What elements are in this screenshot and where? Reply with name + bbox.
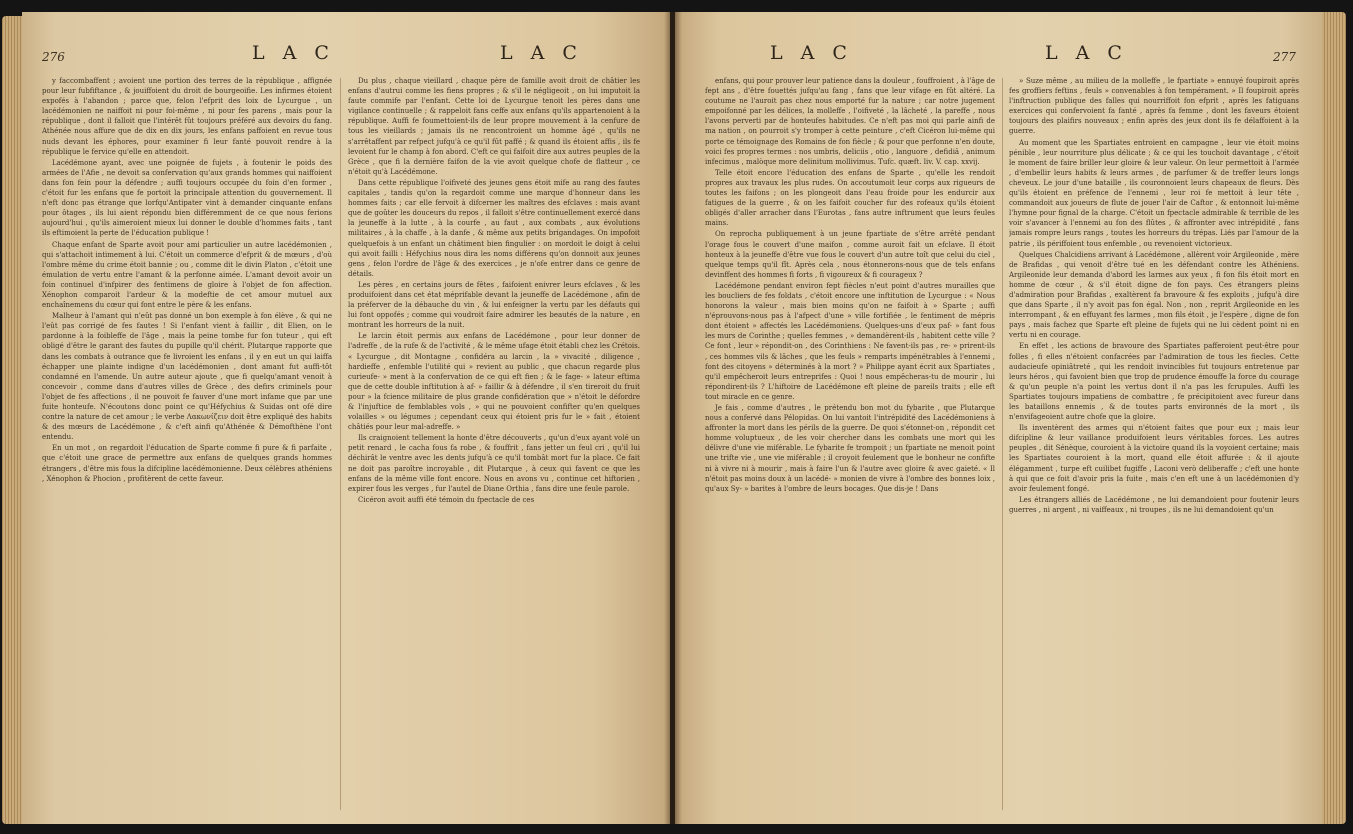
paragraph: En un mot , on regardoit l'éducation de Sparte comme fi pure & fi parfaite , que c'étoit une grace de permettre aux enfans de quelques grands hommes étrangers , d'être mis fous la difcipline lacédémonienne. Deux célèbres athéniens , Xénophon & Phocion , profitèrent de cette faveur.: [42, 444, 332, 483]
paragraph: Malheur à l'amant qui n'eût pas donné un bon exemple à fon élève , & qui ne l'eût pas corrigé de fes fautes ! Si l'enfant vient à faillir , dit Elien, on le pardonne à la foibleffe de l'âge , mais la peine tombe fur fon tuteur , qui eft obligé d'être le garant des fautes du pupille qu'il chérit. Plutarque rapporte que dans les combats à outrance que fe livroient les enfans , il y en eut un qui laiffa échapper une plainte indigne d'un lacédémonien , dont amant fut auffi-tôt condamné en l'amende. Un autre auteur ajoute , que fi quelqu'amant venoit à concevoir , comme dans d'autres villes de Grèce , des defirs criminels pour l'objet de fes affections , il ne pouvoit fe fauver d'une mort infame que par une fuite honteufe. N'écoutons donc point ce qu'Héfychius & Suidas ont ofé dire contre la nature de cet amour ; le verbe Λακωνίζειν doit être expliqué des habits & des mœurs de Lacédémone , & c'eft ainfi qu'Athénée & Démofthène l'ont entendu.: [42, 312, 332, 442]
running-head-left: L A C: [252, 42, 335, 64]
paragraph: Du plus , chaque vieillard , chaque père de famille avoit droit de châtier les enfans d'autrui comme les fiens propres ; & s'il le négligeoit , on lui imputoit la faute commife par l'enfant. Cette loi de Lycurgue tenoit les pères dans une vigilance continuelle ; & rappeloit fans ceffe aux enfans qu'ils appartenoient à la république. Auffi fe foumettoient-ils de leur propre mouvement à la cenfure de tous les vieillards ; jamais ils ne rencontroient un homme âgé , qu'ils ne s'arrêtaffent par refpect jufqu'à ce qu'il fût paffé ; & quand ils étoient affis , ils fe levoient fur le champ à fon abord. C'eft ce qui faifoit dire aux autres peuples de la Grèce , que fi la dernière faifon de la vie avoit quelque chofe de flatteur , ce n'étoit qu'à Lacédémone.: [348, 77, 640, 176]
left-column-2: [348, 76, 640, 814]
paragraph: Les pères , en certains jours de fêtes , faifoient enivrer leurs efclaves , & les produifoient dans cet état méprifable devant la jeuneffe de Lacédémone , afin de la préferver de la débauche du vin , & lui enfeigner la vertu par les défauts qui lui font oppofés ; comme qui voudroit faire admirer les beautés de la nature , en montrant les horreurs de la nuit.: [348, 280, 640, 330]
page-number-right: 277: [1273, 50, 1296, 64]
paragraph: Telle étoit encore l'éducation des enfans de Sparte , qu'elle les rendoit propres aux travaux les plus rudes. On accoutumoit leur corps aux rigueurs de toutes les faifons ; on les plongeoit dans l'eau froide pour les endurcir aux fatigues de la guerre , & on les faifoit coucher fur des rofeaux qu'ils étoient obligés d'aller arracher dans l'Eurotas , fans autre inftrument que leurs feules mains.: [705, 168, 995, 228]
paragraph: Le larcin étoit permis aux enfans de Lacédémone , pour leur donner de l'adreffe , de la rufe & de l'activité , & le même ufage étoit établi chez les Crétois. « Lycurgue , dit Montagne , confidéra au larcin , la » vivacité , diligence , hardieffe , enfemble l'utilité qui » revient au public , que chacun regarde plus curieufe- » ment à la confervation de ce qui eft fien ; & le fage- » lateur eftima que de cette double inftitution à af- » faillir & à défendre , il s'en tireroit du fruit pour » la fcience militaire de plus grande confidération que » n'étoit le défordre & l'injuftice de femblables vols , » qui ne pouvoient confifter qu'en quelques volailles » ou légumes ; cependant ceux qui étoient pris fur le » fait , étoient châtiés pour leur mal-adreffe. »: [348, 332, 640, 432]
column-rule: [340, 78, 341, 810]
paragraph: enfans, qui pour prouver leur patience dans la douleur , fouffroient , à l'âge de fept ans , d'être fouettés jufqu'au fang , fans que leur vifage en fût altéré. La coutume ne l'auroit pas chez nous emporté fur la nature ; car notre jugement empoifonné par les délices, la molleffe , l'oifiveté , la lâcheté , la pareffe , nous l'avons perverti par de honteufes habitudes. Ce n'eft pas moi qui parle ainfi de ma nation , on pourroit s'y tromper à cette peinture , c'eft Cicéron lui-même qui porte ce témoignage des Romains de fon fiècle ; & pour que perfonne n'en doute, voici fes propres termes : nos umbris, deliciis , otio , languore , defidiâ , animum infecimus , malòque more delinitum mollivimus. Tufc. quæft. liv. V. cap. xxvij.: [705, 77, 995, 166]
left-column-1: [42, 76, 332, 814]
paragraph: » Suze même , au milieu de la molleffe , le fpartiate » ennuyé foupiroit après fes groffiers feftins , feuls » convenables à fon tempérament. » Il foupiroit après l'inftruction publique des falles qui nourriffoit fon efprit , après les fatiguans exercices qui confervoient fa fanté , après fa femme , dont les faveurs étoient toujours des plaifirs nouveaux ; enfin après des jeux dont ils fe délaffoient à la guerre.: [1009, 77, 1299, 136]
paragraph: Ils inventèrent des armes qui n'étoient faites que pour eux ; mais leur difcipline & leur vaillance produifoient leurs véritables forces. Les autres peuples , dit Sénèque, couroient à la victoire quand ils la voyoient certaine; mais les Spartiates couroient à la mort, quand elle étoit affurée : & il ajoute élégamment , turpe eft cuilibet fugiffe , Laconi verò deliberaffe ; c'eft une honte à qui que ce foit d'avoir pris la fuite , mais c'en eft une à un lacédémonien d'y avoir feulement fongé.: [1009, 424, 1299, 493]
paragraph: On reprocha publiquement à un jeune fpartiate de s'être arrêté pendant l'orage fous le couvert d'une maifon , comme auroit fait un efclave. Il étoit honteux à la jeuneffe d'être vue fous le couvert d'un autre toît que celui du ciel , quelque temps qu'il fît. Après cela , nous étonnerons-nous que de tels enfans devinffent des hommes fi forts , fi vigoureux & fi courageux ?: [705, 230, 995, 279]
paragraph: Ils craignoient tellement la honte d'être découverts , qu'un d'eux ayant volé un petit renard , le cacha fous fa robe , & fouffrit , fans jetter un feul cri , qu'il lui déchirât le ventre avec les dents jufqu'à ce qu'il tombât mort fur la place. Ce fait ne doit pas paroître incroyable , dit Plutarque , à ceux qui favent ce que les enfans de la même ville font encore. Nous en avons vu , continue cet hiftorien , expirer fous les verges , fur l'autel de Diane Orthia , fans dire une feule parole.: [348, 434, 640, 493]
right-page: [675, 12, 1322, 824]
left-page: [22, 12, 670, 824]
paragraph: y faccombaffent ; avoient une portion des terres de la république , affignée pour leur fubfiftance , & jouiffoient du droit de bourgeoifie. Les infirmes étoient expofés à l'abandon ; parce que, felon l'efprit des loix de Lycurgue , un lacédémonien ne naiffoit ni pour foi-même , ni pour fes parens , mais pour la république , dont il falloit que l'intérêt fût toujours préféré aux devoirs du fang. Athénée nous affure que de dix en dix jours, les enfans paffoient en revue tous nuds devant les éphores, pour examiner fi leur fanté pouvoit rendre à la république le fervice qu'elle en attendoit.: [42, 77, 332, 156]
paragraph: Je fais , comme d'autres , le prétendu bon mot du fybarite , que Plutarque nous a confervé dans Pélopidas. On lui vantoit l'intrépidité des Lacédémoniens à affronter la mort dans les périls de la guerre. De quoi s'étonnet-on , répondit cet homme voluptueux , de les voir chercher dans les combats une mort qui les délivre d'une vie miférable. Le fybarite fe trompoit ; un fpartiate ne menoit point une trifte vie , une vie miférable ; il croyoit feulement que le bonheur ne confifte ni à vivre ni à mourir , mais à faire l'un & l'autre avec gloire & avec gaieté. « Il n'étoit pas moins doux à un lacédé- » monien de vivre à l'ombre des bonnes loix , qu'aux Sy- » barites à l'ombre de leurs bocages. Que dis-je ! Dans: [705, 404, 995, 493]
book-gutter: [664, 12, 682, 824]
left-page-edges: [2, 16, 22, 824]
paragraph: Chaque enfant de Sparte avoit pour ami particulier un autre lacédémonien , qui s'attachoit intimement à lui. C'étoit un commerce d'efprit & de mœurs , d'où l'ombre même du crime étoit bannie ; ou , comme dit le divin Platon , c'étoit une émulation de vertu entre l'amant & la perfonne aimée. L'amant devoit avoir un foin continuel d'infpirer des fentimens de gloire à l'objet de fon affection. Xénophon comparoit l'ardeur & la modeftie de cet amour mutuel aux enchaînemens du cœur qui font entre le père & les enfans.: [42, 240, 332, 310]
paragraph: Cicéron avoit auffi été témoin du fpectacle de ces: [358, 495, 535, 504]
paragraph: Lacédémone pendant environ fept fiècles n'eut point d'autres murailles que les boucliers de fes foldats , c'étoit encore une inftitution de Lycurgue : « Nous honorons la valeur , mais bien moins qu'on ne faifoit à » Sparte ; auffi n'éprouvons-nous pas à l'afpect d'une » ville fortifiée , le fentiment de mépris dont étoient » affectés les Lacédémoniens. Quelques-uns d'eux paf- » fant fous les murs de Corinthe ; quelles femmes , » demandèrent-ils , habitent cette ville ? Ce font , leur » répondit-on , des Corinthiens : Ne favent-ils pas , re- » prirent-ils , ces hommes vils & lâches , que les feuls » remparts impénétrables à l'ennemi , font des citoyens » déterminés à la mort ? » Philippe ayant écrit aux Spartiates , qu'il empêcheroit leurs entreprifes : Quoi ! nous empêcheras-tu de mourir , lui répondirent-ils ? L'hiftoire de Lacédémone eft pleine de pareils traits ; elle eft tout miracle en ce genre.: [705, 281, 995, 401]
paragraph: Au moment que les Spartiates entroient en campagne , leur vie étoit moins pénible , leur nourriture plus délicate ; & ce qui les touchoit davantage , c'étoit le moment de faire briller leur gloire & leur valeur. On leur permettoit à l'armée , d'embellir leurs habits & leurs armes , de parfumer & de treffer leurs longs cheveux. Le jour d'une bataille , ils couronnoient leurs chapeaux de fleurs. Dès qu'ils étoient en préfence de l'ennemi , leur roi fe mettoit à leur tête , commandoit aux joueurs de flute de jouer l'air de Caftor , & entonnoit lui-même l'hymne pour fignal de la charge. C'étoit un fpectacle admirable & terrible de les voir s'avancer à l'ennemi au fon des flûtes , & affronter avec intrépidité , fans jamais rompre leurs rangs , toutes les horreurs du trépas. Liés par l'amour de la patrie , ils périffoient tous enfemble , ou revenoient victorieux.: [1009, 138, 1299, 248]
paragraph: En effet , les actions de bravoure des Spartiates pafferoient peut-être pour folles , fi elles n'étoient confacrées par l'admiration de tous les fiecles. Cette audacieufe opiniâtreté , qui les rendoit invincibles fut toujours entretenue par leurs héros , qui favoient bien que trop de prudence émouffe la force du courage & qu'un peuple n'a point les vertus dont il n'a pas les fcrupules. Auffi les Spartiates toujours impatiens de combattre , fe précipitoient avec fureur dans les bataillons ennemis , & de toutes parts environnés de la mort , ils n'envifageoient autre chofe que la gloire.: [1009, 342, 1299, 422]
paragraph: Les étrangers alliés de Lacédémone , ne lui demandoient pour foutenir leurs guerres , ni argent , ni vaiffeaux , ni troupes , ils ne lui demandoient qu'un: [1009, 495, 1299, 514]
right-column-1: [705, 76, 995, 814]
paragraph: Quelques Chalcidiens arrivant à Lacédémone , allèrent voir Argileonide , mère de Brafidas , qui venoit d'être tué en les défendant contre les Athéniens. Argileonide leur demanda d'abord les larmes aux yeux , fi fon fils étoit mort en homme de cœur , & s'il étoit digne de fon pays. Ces étrangers pleins d'admiration pour Brafidas , exaltèrent fa bravoure & fes exploits , jufqu'à dire que dans Sparte , il n'y avoit pas fon égal. Non , non , reprit Argileonide en les interrompant , & en effuyant fes larmes , mon fils étoit , je l'espère , digne de fon pays , mais fachez que Sparte eft pleine de fujets qui ne lui cèdent point ni en vertu ni en courage.: [1009, 250, 1299, 340]
running-head-right: L A C: [1045, 42, 1128, 64]
paragraph: Dans cette république l'oifiveté des jeunes gens étoit mife au rang des fautes capitales , tandis qu'on la regardoit comme une marque d'honneur dans les hommes faits ; car elle fervoit à difcerner les maîtres des efclaves : mais avant que de goûter les douceurs du repos , il falloit s'être continuellement exercé dans la jeuneffe à la lutte , à la courfe , au faut , aux combats , aux évolutions militaires , à la chaffe , à la danfe , & même aux petits brigandages. On impofoit quelquefois à un enfant un châtiment bien fingulier : on mordoit le doigt à celui qui avoit failli : Héfychius nous dira les noms différens qu'on donnoit aux jeunes gens , felon l'ordre de l'âge & des exercices , je n'ofe entrer dans ce genre de détails.: [348, 178, 640, 278]
column-rule: [1002, 78, 1003, 810]
right-column-2: [1009, 76, 1299, 814]
paragraph: Lacédémone ayant, avec une poignée de fujets , à foutenir le poids des armées de l'Afie , ne devoit sa confervation qu'aux grands hommes qui naiffoient dans fon fein pour la défendre ; auffi toujours occupée du foin d'en former , c'étoit fur les enfans que fe portoit la principale attention du gouvernement. Il n'eft donc pas étrange que lorfqu'Antipater vint à demander cinquante enfans pour ôtages , ils lui aient répondu bien différemment de ce que nous ferions aujourd'hui , qu'ils aimeroient mieux lui donner le double d'hommes faits , tant ils eftimoient la perte de l'éducation publique !: [42, 158, 332, 238]
right-page-edges: [1322, 12, 1346, 824]
running-head-left-col2: L A C: [500, 42, 583, 64]
running-head-right-col1: L A C: [770, 42, 853, 64]
page-number-left: 276: [42, 50, 65, 64]
